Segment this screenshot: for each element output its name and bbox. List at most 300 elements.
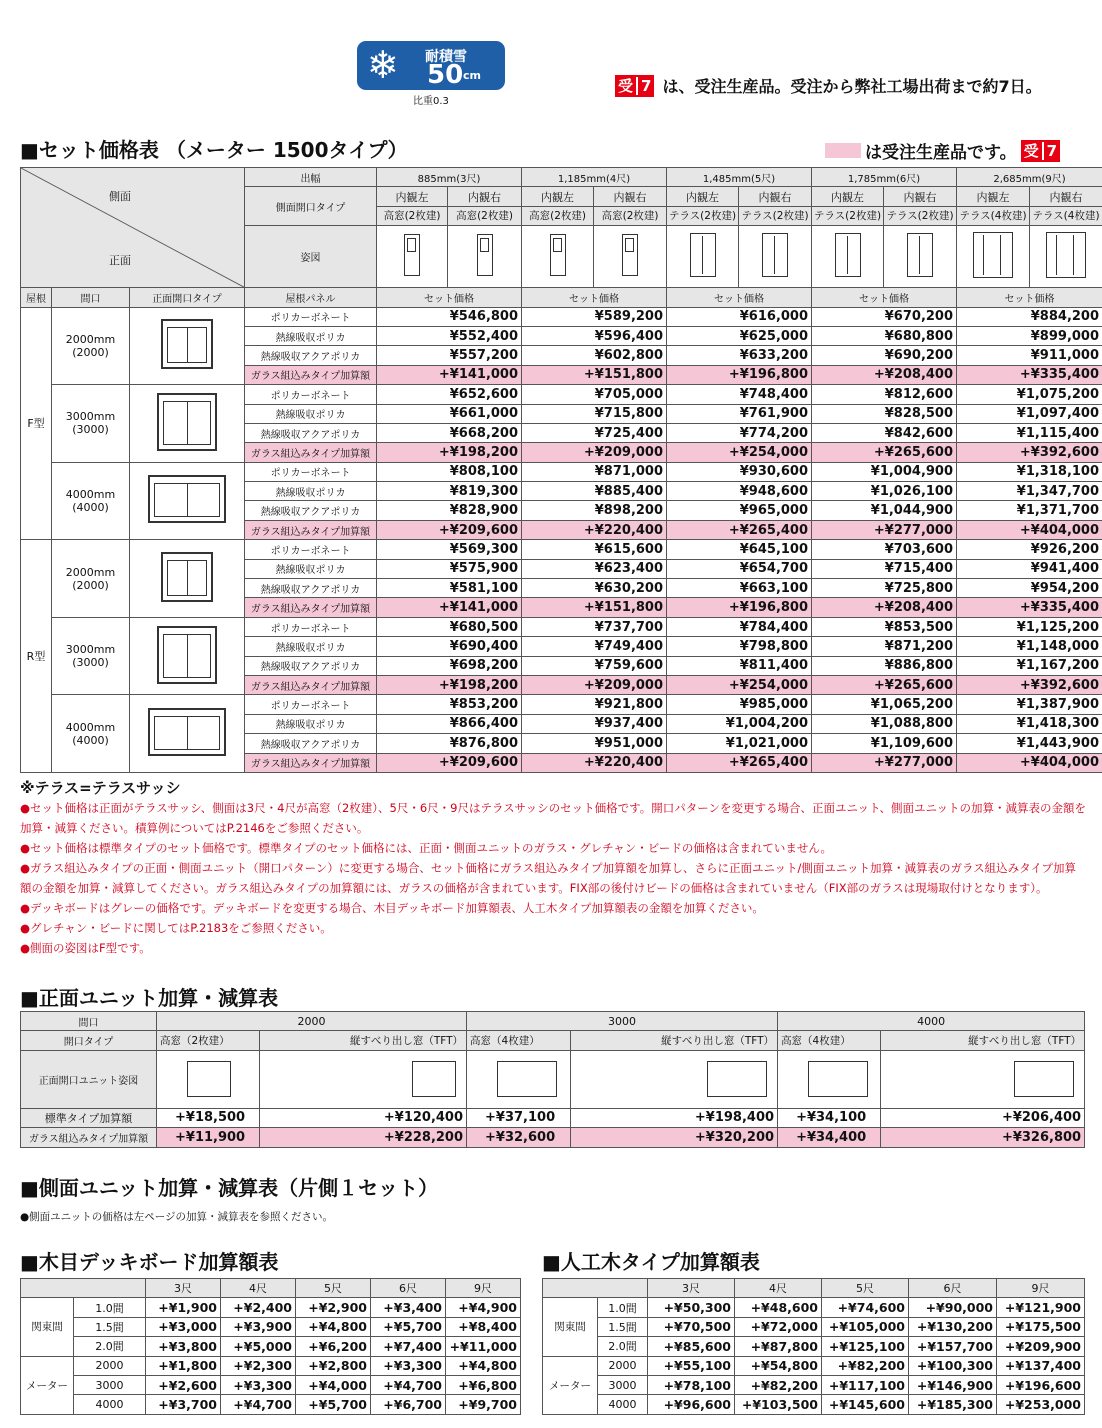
side-door-figure [477, 234, 493, 276]
price-cell: ¥784,400 [667, 617, 812, 636]
front-frontage-row [21, 1012, 1085, 1031]
width-header: 1,185mm(4尺) [522, 168, 667, 187]
artificial-price-cell: +¥145,600 [822, 1395, 909, 1414]
side-header: 内観左 [522, 187, 594, 206]
window-pane [480, 238, 489, 252]
price-cell: ¥1,097,400 [957, 404, 1102, 423]
side-door-figure [1046, 232, 1086, 278]
price-cell: ¥1,371,700 [957, 501, 1102, 520]
price-cell: +¥265,400 [667, 753, 812, 772]
front-opening-figure [161, 319, 213, 369]
set-price-header: セット価格 [957, 288, 1102, 307]
side-header: 内観左 [667, 187, 739, 206]
price-cell: ¥1,044,900 [812, 501, 957, 520]
roof-type-cell: R型 [21, 540, 52, 773]
front-open-label: 開口タイプ [21, 1031, 157, 1050]
artificial-corner [543, 1279, 648, 1298]
front-open-header: 正面開口タイプ [130, 288, 245, 307]
price-cell: ¥871,000 [522, 462, 667, 481]
price-cell: ¥645,100 [667, 540, 812, 559]
price-row [21, 462, 1102, 481]
price-cell: ¥725,800 [812, 579, 957, 598]
wood_deck-row-key: 2.0間 [74, 1337, 146, 1356]
wood_deck-group-cell: 関東間 [21, 1298, 74, 1356]
front-frontage-header: 4000 [778, 1012, 1085, 1031]
artificial-price-cell: +¥96,600 [648, 1395, 735, 1414]
price-cell: ¥668,200 [377, 423, 522, 442]
side-header: 内観右 [1030, 187, 1102, 206]
window-pane [407, 238, 416, 252]
panel-type-cell: ガラス組込みタイプ加算額 [245, 598, 377, 617]
side-type-header: 高窓(2枚建) [377, 206, 448, 225]
artificial-price-cell: +¥121,900 [997, 1298, 1085, 1317]
front-opening-figure [161, 552, 213, 602]
artificial-group-cell: メーター [543, 1356, 598, 1414]
notes-block [20, 778, 1090, 958]
frontage-sub: (2000) [72, 345, 109, 359]
price-row [21, 617, 1102, 636]
front-unit-figure [707, 1061, 767, 1097]
artificial-row [543, 1298, 1085, 1317]
front-unit-figure-cell [260, 1050, 467, 1108]
wood_deck-price-cell: +¥4,700 [371, 1375, 446, 1394]
front-opening-figure [148, 708, 226, 756]
artificial-price-cell: +¥130,200 [909, 1317, 997, 1336]
price-cell: ¥703,600 [812, 540, 957, 559]
width-header: 1,485mm(5尺) [667, 168, 812, 187]
price-cell: ¥759,600 [522, 656, 667, 675]
pink-note [825, 138, 1060, 163]
price-cell: ¥853,200 [377, 695, 522, 714]
panel-type-cell: ガラス組込みタイプ加算額 [245, 365, 377, 384]
glass-price-cell: +¥32,600 [467, 1128, 571, 1147]
snowflake-icon: ❄ [367, 43, 399, 87]
price-cell: ¥616,000 [667, 307, 812, 326]
wood_deck-row-key: 2000 [74, 1356, 146, 1375]
front-unit-figure [1014, 1061, 1074, 1097]
note-line: ●セット価格は標準タイプのセット価格です。標準タイプのセット価格には、正面・側面ユニットのガラス・グレチャン・ビードの価格は含まれていません。 [20, 841, 833, 855]
wood_deck-col-header: 4尺 [221, 1279, 296, 1298]
price-cell: ¥828,900 [377, 501, 522, 520]
price-cell: ¥698,200 [377, 656, 522, 675]
front-figure-cell [130, 695, 245, 773]
panel-type-cell: ガラス組込みタイプ加算額 [245, 520, 377, 539]
price-cell: ¥596,400 [522, 326, 667, 345]
side-type-header: テラス(4枚建) [957, 206, 1030, 225]
side-type-header: テラス(2枚建) [667, 206, 739, 225]
wood_deck-price-cell: +¥3,400 [371, 1298, 446, 1317]
price-cell: ¥828,500 [812, 404, 957, 423]
price-cell: ¥737,700 [522, 617, 667, 636]
front-unit-figure-cell [571, 1050, 778, 1108]
wood_deck-row [21, 1298, 521, 1317]
note-line: ●セット価格は正面がテラスサッシ、側面は3尺・4尺が高窓（2枚建）、5尺・6尺・9尺はテラスサッシのセット価格です。開口パターンを変更する場合、正面ユニット、側面ユニットの加算・減算表の金額を [20, 801, 1087, 815]
std-price-cell: +¥198,400 [571, 1108, 778, 1127]
artificial-row [543, 1375, 1085, 1394]
header-row-widths [21, 168, 1102, 187]
order-mark: 受 7 [615, 75, 654, 97]
front-type-header: 縦すべり出し窓（TFT） [260, 1031, 467, 1050]
wood_deck-row-key: 1.0間 [74, 1298, 146, 1317]
side-door-figure [404, 234, 420, 276]
artificial-price-cell: +¥105,000 [822, 1317, 909, 1336]
price-cell: ¥842,600 [812, 423, 957, 442]
front-unit-figure [808, 1061, 868, 1097]
frontage-value: 4000mm [65, 487, 116, 501]
set-price-header: セット価格 [667, 288, 812, 307]
pink-swatch [825, 143, 861, 158]
artificial-row [543, 1395, 1085, 1414]
price-cell: ¥819,300 [377, 482, 522, 501]
price-cell: +¥277,000 [812, 520, 957, 539]
front-std-row [21, 1108, 1085, 1127]
glass-price-cell: +¥228,200 [260, 1128, 467, 1147]
side-header: 内観右 [884, 187, 957, 206]
price-cell: ¥1,167,200 [957, 656, 1102, 675]
window-pane [625, 238, 634, 252]
artificial-price-cell: +¥157,700 [909, 1337, 997, 1356]
front-type-row [21, 1031, 1085, 1050]
side-door-figure [762, 233, 788, 277]
snow-load-badge [357, 41, 505, 90]
side-door-figure [550, 234, 566, 276]
price-cell: +¥141,000 [377, 365, 522, 384]
front-frontage-header: 3000 [467, 1012, 778, 1031]
note-line: ●グレチャン・ビードに関してはP.2183をご参照ください。 [20, 921, 332, 935]
frontage-value: 3000mm [65, 410, 116, 424]
opening-frame [167, 560, 207, 596]
badge-value: 50 [427, 60, 464, 90]
panel-type-cell: ポリカーボネート [245, 385, 377, 404]
artificial-price-cell: +¥70,500 [648, 1317, 735, 1336]
artificial-price-cell: +¥117,100 [822, 1375, 909, 1394]
price-row [21, 540, 1102, 559]
price-cell: +¥335,400 [957, 365, 1102, 384]
frontage-cell [52, 385, 130, 463]
std-price-cell: +¥37,100 [467, 1108, 571, 1127]
wood_deck-price-cell: +¥5,000 [221, 1337, 296, 1356]
panel-type-cell: 熱線吸収ポリカ [245, 326, 377, 345]
wood_deck-col-header: 3尺 [146, 1279, 221, 1298]
frontage-sub: (3000) [72, 656, 109, 670]
front-unit-table [20, 1011, 1085, 1148]
frontage-sub: (3000) [72, 423, 109, 437]
note-line: 加算・減算ください。積算例についてはP.2146をご参照ください。 [20, 821, 369, 835]
price-cell: ¥705,000 [522, 385, 667, 404]
front-figure-cell [130, 462, 245, 540]
glass-price-cell: +¥34,400 [778, 1128, 881, 1147]
wood_deck-price-cell: +¥3,700 [146, 1395, 221, 1414]
figure-label: 姿図 [245, 226, 377, 288]
order-notice-text: は、受注生産品。受注から弊社工場出荷まで約7日。 [662, 77, 1042, 96]
front-label: 正面 [109, 254, 131, 267]
wood_deck-price-cell: +¥2,900 [296, 1298, 371, 1317]
side-type-header: テラス(2枚建) [884, 206, 957, 225]
artificial-col-header: 3尺 [648, 1279, 735, 1298]
price-cell: +¥209,600 [377, 753, 522, 772]
panel-type-cell: ポリカーボネート [245, 695, 377, 714]
price-cell: ¥948,600 [667, 482, 812, 501]
artificial-row [543, 1356, 1085, 1375]
artificial-title: ■人工木タイプ加算額表 [542, 1250, 760, 1274]
side-figure-cell [1030, 226, 1102, 288]
wood_deck-row [21, 1375, 521, 1394]
price-cell: ¥937,400 [522, 714, 667, 733]
price-cell: ¥1,115,400 [957, 423, 1102, 442]
wood_deck-price-cell: +¥6,800 [446, 1375, 521, 1394]
price-cell: ¥985,000 [667, 695, 812, 714]
price-cell: ¥965,000 [667, 501, 812, 520]
price-cell: ¥876,800 [377, 734, 522, 753]
artificial-row [543, 1337, 1085, 1356]
price-cell: ¥575,900 [377, 559, 522, 578]
artificial-price-cell: +¥209,900 [997, 1337, 1085, 1356]
wood_deck-price-cell: +¥4,700 [221, 1395, 296, 1414]
price-cell: ¥1,075,200 [957, 385, 1102, 404]
price-cell: ¥954,200 [957, 579, 1102, 598]
artificial-price-cell: +¥55,100 [648, 1356, 735, 1375]
wood_deck-price-cell: +¥6,700 [371, 1395, 446, 1414]
side-header: 内観右 [448, 187, 522, 206]
price-cell: ¥546,800 [377, 307, 522, 326]
artificial-header-row [543, 1279, 1085, 1298]
price-cell: ¥1,004,200 [667, 714, 812, 733]
price-cell: ¥615,600 [522, 540, 667, 559]
price-cell: +¥335,400 [957, 598, 1102, 617]
artificial-price-cell: +¥82,200 [822, 1356, 909, 1375]
wood_deck-price-cell: +¥2,300 [221, 1356, 296, 1375]
price-cell: ¥1,021,000 [667, 734, 812, 753]
price-cell: ¥811,400 [667, 656, 812, 675]
panel-type-cell: 熱線吸収アクアポリカ [245, 734, 377, 753]
wood_deck-price-cell: +¥8,400 [446, 1317, 521, 1336]
price-cell: ¥1,109,600 [812, 734, 957, 753]
wood_deck-col-header: 5尺 [296, 1279, 371, 1298]
price-cell: ¥941,400 [957, 559, 1102, 578]
artificial-col-header: 5尺 [822, 1279, 909, 1298]
price-cell: ¥654,700 [667, 559, 812, 578]
wood_deck-row-key: 4000 [74, 1395, 146, 1414]
side-type-header: 高窓(2枚建) [448, 206, 522, 225]
panel-type-cell: 熱線吸収ポリカ [245, 482, 377, 501]
price-cell: +¥404,000 [957, 520, 1102, 539]
glass-price-cell: +¥320,200 [571, 1128, 778, 1147]
front-opening-figure [148, 475, 226, 523]
artificial-price-cell: +¥85,600 [648, 1337, 735, 1356]
side-figure-cell [594, 226, 667, 288]
note-line: ●デッキボードはグレーの価格です。デッキボードを変更する場合、木目デッキボード加算額表、人工木タイプ加算額表の金額を加算ください。 [20, 901, 764, 915]
side-header: 内観右 [739, 187, 812, 206]
opening-frame [154, 716, 220, 750]
price-cell: ¥885,400 [522, 482, 667, 501]
std-label: 標準タイプ加算額 [21, 1108, 157, 1127]
price-cell: ¥951,000 [522, 734, 667, 753]
badge-label: 耐積雪 [425, 49, 467, 65]
price-cell: ¥625,000 [667, 326, 812, 345]
wood_deck-price-cell: +¥7,400 [371, 1337, 446, 1356]
price-cell: ¥808,100 [377, 462, 522, 481]
wood_deck-price-cell: +¥2,800 [296, 1356, 371, 1375]
price-cell: +¥198,200 [377, 675, 522, 694]
opening-frame [163, 634, 211, 678]
wood-deck-table [20, 1278, 521, 1415]
price-cell: ¥1,026,100 [812, 482, 957, 501]
price-cell: ¥1,148,000 [957, 637, 1102, 656]
artificial-price-cell: +¥103,500 [735, 1395, 822, 1414]
artificial-price-cell: +¥146,900 [909, 1375, 997, 1394]
frontage-value: 2000mm [65, 332, 116, 346]
front-unit-figure-cell [881, 1050, 1085, 1108]
panel-type-cell: 熱線吸収アクアポリカ [245, 579, 377, 598]
price-cell: ¥899,000 [957, 326, 1102, 345]
roof-type-cell: F型 [21, 307, 52, 540]
price-cell: ¥886,800 [812, 656, 957, 675]
artificial-price-cell: +¥175,500 [997, 1317, 1085, 1336]
panel-type-cell: 熱線吸収ポリカ [245, 404, 377, 423]
price-cell: +¥196,800 [667, 598, 812, 617]
artificial-price-cell: +¥185,300 [909, 1395, 997, 1414]
price-cell: ¥690,200 [812, 346, 957, 365]
price-cell: ¥1,347,700 [957, 482, 1102, 501]
price-cell: ¥680,500 [377, 617, 522, 636]
price-cell: +¥265,600 [812, 675, 957, 694]
wood_deck-row [21, 1356, 521, 1375]
wood_deck-price-cell: +¥5,700 [296, 1395, 371, 1414]
price-cell: ¥884,200 [957, 307, 1102, 326]
wood-deck-title: ■木目デッキボード加算額表 [20, 1250, 279, 1274]
window-pane [553, 238, 562, 252]
width-header: 885mm(3尺) [377, 168, 522, 187]
wood_deck-price-cell: +¥4,800 [296, 1317, 371, 1336]
front-type-header: 高窓（4枚建） [778, 1031, 881, 1050]
frontage-cell [52, 695, 130, 773]
price-cell: +¥220,400 [522, 753, 667, 772]
frontage-cell [52, 462, 130, 540]
price-cell: +¥151,800 [522, 598, 667, 617]
frontage-value: 3000mm [65, 643, 116, 657]
price-cell: ¥602,800 [522, 346, 667, 365]
frontage-value: 4000mm [65, 720, 116, 734]
price-cell: +¥209,000 [522, 675, 667, 694]
artificial-row [543, 1317, 1085, 1336]
price-cell: +¥404,000 [957, 753, 1102, 772]
panel-type-cell: 熱線吸収アクアポリカ [245, 423, 377, 442]
frontage-sub: (4000) [72, 500, 109, 514]
wood_deck-price-cell: +¥6,200 [296, 1337, 371, 1356]
panel-type-cell: ポリカーボネート [245, 617, 377, 636]
price-cell: ¥1,004,900 [812, 462, 957, 481]
side-type-header: テラス(2枚建) [739, 206, 812, 225]
wood_deck-price-cell: +¥4,800 [446, 1356, 521, 1375]
price-cell: ¥1,443,900 [957, 734, 1102, 753]
price-cell: +¥141,000 [377, 598, 522, 617]
panel-type-cell: 熱線吸収ポリカ [245, 559, 377, 578]
wood_deck-row [21, 1337, 521, 1356]
price-cell: +¥220,400 [522, 520, 667, 539]
frontage-cell [52, 540, 130, 618]
price-cell: ¥871,200 [812, 637, 957, 656]
price-cell: ¥930,600 [667, 462, 812, 481]
frontage-cell [52, 307, 130, 385]
side-door-figure [835, 233, 861, 277]
front-figure-cell [130, 617, 245, 695]
wood_deck-price-cell: +¥3,800 [146, 1337, 221, 1356]
price-cell: ¥690,400 [377, 637, 522, 656]
price-cell: ¥898,200 [522, 501, 667, 520]
wood_deck-price-cell: +¥2,400 [221, 1298, 296, 1317]
frontage-value: 2000mm [65, 565, 116, 579]
wood_deck-price-cell: +¥9,700 [446, 1395, 521, 1414]
artificial-col-header: 4尺 [735, 1279, 822, 1298]
roof-panel-header: 屋根パネル [245, 288, 377, 307]
price-cell: ¥1,065,200 [812, 695, 957, 714]
side-figure-cell [448, 226, 522, 288]
artificial-price-cell: +¥72,000 [735, 1317, 822, 1336]
price-cell: ¥569,300 [377, 540, 522, 559]
price-cell: +¥254,000 [667, 443, 812, 462]
panel-type-cell: ガラス組込みタイプ加算額 [245, 443, 377, 462]
side-unit-note: ●側面ユニットの価格は左ページの加算・減算表を参照ください。 [20, 1211, 334, 1223]
side-figure-cell [667, 226, 739, 288]
price-cell: ¥581,100 [377, 579, 522, 598]
front-unit-figure-cell [778, 1050, 881, 1108]
artificial-group-cell: 関東間 [543, 1298, 598, 1356]
std-price-cell: +¥120,400 [260, 1108, 467, 1127]
panel-type-cell: 熱線吸収ポリカ [245, 714, 377, 733]
frontage-sub: (4000) [72, 733, 109, 747]
artificial-price-cell: +¥74,600 [822, 1298, 909, 1317]
price-cell: ¥1,088,800 [812, 714, 957, 733]
price-cell: ¥1,125,200 [957, 617, 1102, 636]
front-type-header: 高窓（2枚建） [157, 1031, 260, 1050]
wood_deck-col-header: 6尺 [371, 1279, 446, 1298]
side-type-header: 高窓(2枚建) [594, 206, 667, 225]
side-open-label: 側面開口タイプ [245, 187, 377, 226]
opening-frame [163, 401, 211, 445]
front-type-header: 高窓（4枚建） [467, 1031, 571, 1050]
price-cell: ¥557,200 [377, 346, 522, 365]
glass-label: ガラス組込みタイプ加算額 [21, 1128, 157, 1147]
wood_deck-row [21, 1395, 521, 1414]
std-price-cell: +¥18,500 [157, 1108, 260, 1127]
panel-type-cell: ポリカーボネート [245, 540, 377, 559]
front-unit-figure [187, 1061, 231, 1097]
artificial-price-cell: +¥137,400 [997, 1356, 1085, 1375]
front-figure-row [21, 1050, 1085, 1108]
price-cell: +¥392,600 [957, 443, 1102, 462]
price-cell: +¥265,400 [667, 520, 812, 539]
wood_deck-price-cell: +¥3,300 [221, 1375, 296, 1394]
roof-type-header: 屋根 [21, 288, 52, 307]
artificial-price-cell: +¥100,300 [909, 1356, 997, 1375]
set-price-header: セット価格 [812, 288, 957, 307]
artificial-price-cell: +¥87,800 [735, 1337, 822, 1356]
artificial-price-cell: +¥253,000 [997, 1395, 1085, 1414]
panel-type-cell: ガラス組込みタイプ加算額 [245, 753, 377, 772]
badge-unit: cm [463, 69, 481, 82]
price-cell: ¥926,200 [957, 540, 1102, 559]
set-price-header: セット価格 [522, 288, 667, 307]
panel-type-cell: 熱線吸収アクアポリカ [245, 656, 377, 675]
wood_deck-price-cell: +¥11,000 [446, 1337, 521, 1356]
price-cell: ¥761,900 [667, 404, 812, 423]
front-frontage-label: 間口 [21, 1012, 157, 1031]
set-price-header: セット価格 [377, 288, 522, 307]
side-type-header: テラス(2枚建) [812, 206, 884, 225]
header-row-labels [21, 288, 1102, 307]
panel-type-cell: 熱線吸収アクアポリカ [245, 501, 377, 520]
price-cell: ¥663,100 [667, 579, 812, 598]
